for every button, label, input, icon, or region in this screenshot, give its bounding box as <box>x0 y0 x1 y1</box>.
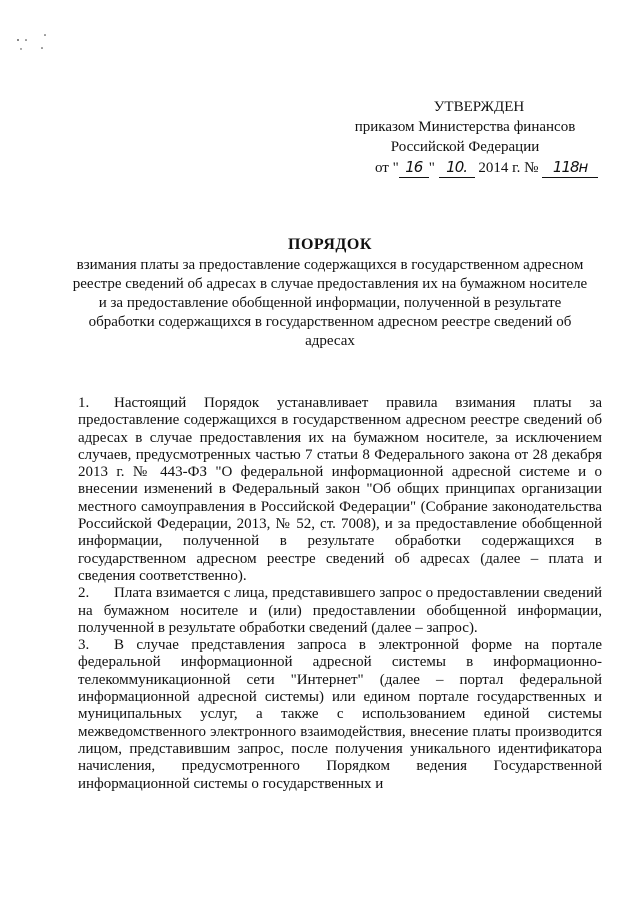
paragraph-text: Настоящий Порядок устанавливает правила взимания платы за предоставление содержащихся в государственном адресном реестре сведений об адресах в случае предоставления их на бумажном носителе, за исключением случаев, предусмотренных частью 7 статьи 8 Федерального закона от 28 декабря 2013 г. № 443-ФЗ "О федеральной информационной адресной системе и о внесении изменений в Федеральный закон "Об общих принципах организации местного самоуправления в Российской Федерации" (Собрание законодательства Российской Федерации, 2013, № 52, ст. 7008), и за предоставление обобщенной информации, полученной в результате обработки содержащихся в государственном адресном реестре сведений об адресах (далее – плата и сведения соответственно). <box>78 395 602 584</box>
paragraph-number: 3. <box>78 637 90 654</box>
document-subtitle: взимания платы за предоставление содержащихся в государственном адресном реестре сведений об адресах в случае предоставления их на бумажном носителе и за предоставление обобщенной информации, полученной в результате обработки содержащихся в государственном адресном реестре сведений об адресах <box>72 257 588 349</box>
document-title: ПОРЯДОК <box>288 236 372 253</box>
paragraph-text: В случае представления запроса в электронной форме на портале федеральной информационной адресной системы в информационно-телекоммуникационной сети "Интернет" (далее – портал федеральной информационной адресной системы) или едином портале государственных и муниципальных услуг, а также с использованием единой системы межведомственного электронного взаимодействия, внесение платы производится лицом, представившим запрос, после получения уникального идентификатора начисления, предусмотренного Порядком ведения Государственной информационной системы о государственных и <box>78 637 602 792</box>
document-title-block <box>70 235 590 351</box>
paragraph-2 <box>78 585 602 637</box>
paragraph-3 <box>78 637 602 793</box>
paragraph-number: 2. <box>78 585 90 602</box>
paragraph-1 <box>78 395 602 585</box>
handwritten-day: 16 <box>399 157 429 178</box>
handwritten-order-number: 118н <box>542 157 598 178</box>
paragraph-text: Плата взимается с лица, представившего запрос о предоставлении сведений на бумажном носителе и (или) предоставлении обобщенной информации, полученной в результате обработки сведений (далее – запрос). <box>78 585 602 636</box>
approval-heading: УТВЕРЖДЕН <box>433 99 525 115</box>
approval-date-line <box>375 157 590 178</box>
paragraph-number: 1. <box>78 395 90 411</box>
scan-specks <box>14 32 54 56</box>
approval-issuer: приказом Министерства финансов <box>354 119 576 135</box>
approval-country: Российской Федерации <box>390 139 540 155</box>
approval-stamp <box>340 97 590 178</box>
date-prefix: от " <box>375 160 399 176</box>
handwritten-month: 10. <box>439 157 475 178</box>
date-year: 2014 г. № <box>474 160 543 176</box>
document-body <box>78 395 602 793</box>
date-mid: " <box>428 160 439 176</box>
